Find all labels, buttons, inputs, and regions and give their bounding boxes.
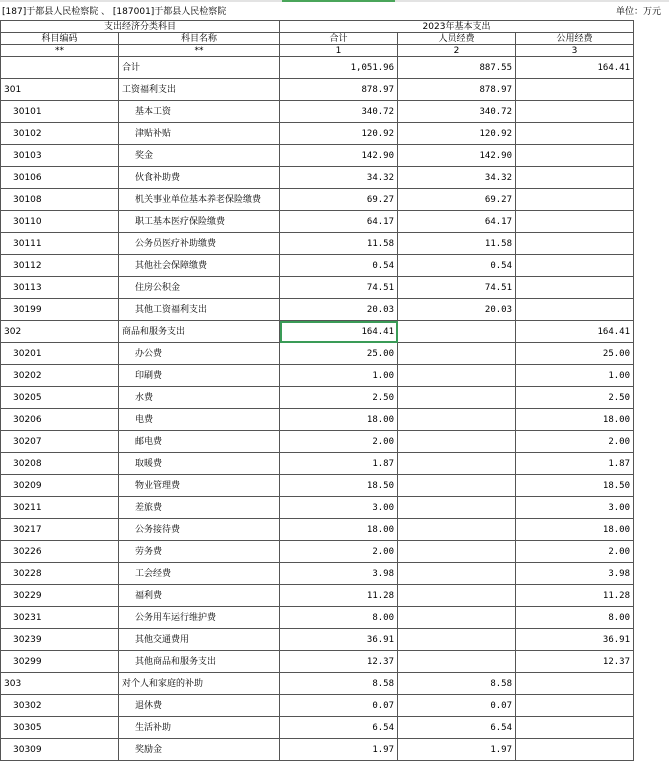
- name-cell[interactable]: 基本工资: [119, 101, 280, 123]
- name-cell[interactable]: 住房公积金: [119, 277, 280, 299]
- personnel-cell[interactable]: [398, 453, 516, 475]
- public-cell[interactable]: 1.00: [516, 365, 634, 387]
- code-cell[interactable]: 30209: [1, 475, 119, 497]
- total-cell[interactable]: 3.00: [280, 497, 398, 519]
- total-cell[interactable]: 2.00: [280, 541, 398, 563]
- personnel-cell[interactable]: 34.32: [398, 167, 516, 189]
- table-row: [1, 167, 634, 189]
- header-row-columns: [1, 33, 634, 45]
- name-cell[interactable]: 其他社会保障缴费: [119, 255, 280, 277]
- code-cell[interactable]: 30201: [1, 343, 119, 365]
- code-cell[interactable]: [1, 57, 119, 79]
- personnel-cell[interactable]: 120.92: [398, 123, 516, 145]
- total-cell[interactable]: 1.00: [280, 365, 398, 387]
- public-cell[interactable]: 18.00: [516, 409, 634, 431]
- code-cell[interactable]: 30106: [1, 167, 119, 189]
- name-cell[interactable]: 其他商品和服务支出: [119, 651, 280, 673]
- public-cell[interactable]: [516, 123, 634, 145]
- total-cell[interactable]: 12.37: [280, 651, 398, 673]
- name-cell[interactable]: 其他工资福利支出: [119, 299, 280, 321]
- code-cell[interactable]: 30101: [1, 101, 119, 123]
- index-cell-personnel[interactable]: 2: [398, 45, 516, 57]
- code-cell[interactable]: 30110: [1, 211, 119, 233]
- public-cell[interactable]: [516, 101, 634, 123]
- total-cell[interactable]: 1.87: [280, 453, 398, 475]
- table-row: [1, 651, 634, 673]
- table-row: [1, 629, 634, 651]
- table-row: [1, 365, 634, 387]
- code-cell[interactable]: 30228: [1, 563, 119, 585]
- total-cell[interactable]: 3.98: [280, 563, 398, 585]
- personnel-cell[interactable]: 0.07: [398, 695, 516, 717]
- personnel-cell[interactable]: 6.54: [398, 717, 516, 739]
- public-cell[interactable]: 8.00: [516, 607, 634, 629]
- column-header-name[interactable]: 科目名称: [119, 33, 280, 45]
- total-cell[interactable]: 120.92: [280, 123, 398, 145]
- personnel-cell[interactable]: 11.58: [398, 233, 516, 255]
- table-row: [1, 519, 634, 541]
- personnel-cell[interactable]: 887.55: [398, 57, 516, 79]
- total-cell[interactable]: 18.50: [280, 475, 398, 497]
- code-cell[interactable]: 301: [1, 79, 119, 101]
- budget-table: [0, 20, 634, 761]
- total-cell[interactable]: 8.58: [280, 673, 398, 695]
- total-cell[interactable]: 11.58: [280, 233, 398, 255]
- table-row: [1, 453, 634, 475]
- total-cell[interactable]: 74.51: [280, 277, 398, 299]
- table-row: [1, 563, 634, 585]
- code-cell[interactable]: 30199: [1, 299, 119, 321]
- code-cell[interactable]: 302: [1, 321, 119, 343]
- total-cell[interactable]: 0.54: [280, 255, 398, 277]
- personnel-cell[interactable]: 142.90: [398, 145, 516, 167]
- group-header-year[interactable]: 2023年基本支出: [280, 21, 634, 33]
- public-cell[interactable]: [516, 739, 634, 761]
- personnel-cell[interactable]: [398, 497, 516, 519]
- name-cell[interactable]: 取暖费: [119, 453, 280, 475]
- personnel-cell[interactable]: [398, 475, 516, 497]
- name-cell[interactable]: 物业管理费: [119, 475, 280, 497]
- public-cell[interactable]: [516, 299, 634, 321]
- name-cell[interactable]: 机关事业单位基本养老保险缴费: [119, 189, 280, 211]
- column-header-public[interactable]: 公用经费: [516, 33, 634, 45]
- personnel-cell[interactable]: [398, 541, 516, 563]
- name-cell[interactable]: 对个人和家庭的补助: [119, 673, 280, 695]
- public-cell[interactable]: 2.00: [516, 431, 634, 453]
- total-cell[interactable]: 69.27: [280, 189, 398, 211]
- code-cell[interactable]: 30309: [1, 739, 119, 761]
- name-cell[interactable]: 电费: [119, 409, 280, 431]
- personnel-cell[interactable]: 74.51: [398, 277, 516, 299]
- table-row: [1, 475, 634, 497]
- personnel-cell[interactable]: 340.72: [398, 101, 516, 123]
- public-cell[interactable]: 3.98: [516, 563, 634, 585]
- code-cell[interactable]: 30207: [1, 431, 119, 453]
- personnel-cell[interactable]: [398, 585, 516, 607]
- personnel-cell[interactable]: [398, 651, 516, 673]
- index-cell-name[interactable]: **: [119, 45, 280, 57]
- header-row-index: [1, 45, 634, 57]
- code-cell[interactable]: 30305: [1, 717, 119, 739]
- code-cell[interactable]: 30211: [1, 497, 119, 519]
- name-cell[interactable]: 工会经费: [119, 563, 280, 585]
- public-cell[interactable]: 18.50: [516, 475, 634, 497]
- table-row: [1, 145, 634, 167]
- total-cell[interactable]: 340.72: [280, 101, 398, 123]
- table-row: [1, 321, 634, 343]
- total-cell[interactable]: 2.50: [280, 387, 398, 409]
- public-cell[interactable]: [516, 277, 634, 299]
- table-row: [1, 79, 634, 101]
- unit-label: 单位：万元: [615, 7, 661, 17]
- personnel-cell[interactable]: [398, 431, 516, 453]
- code-cell[interactable]: 30299: [1, 651, 119, 673]
- code-cell[interactable]: 30217: [1, 519, 119, 541]
- code-cell[interactable]: 30231: [1, 607, 119, 629]
- personnel-cell[interactable]: [398, 387, 516, 409]
- public-cell[interactable]: [516, 255, 634, 277]
- public-cell[interactable]: [516, 79, 634, 101]
- public-cell[interactable]: 36.91: [516, 629, 634, 651]
- total-cell[interactable]: 8.00: [280, 607, 398, 629]
- name-cell[interactable]: 职工基本医疗保险缴费: [119, 211, 280, 233]
- public-cell[interactable]: 1.87: [516, 453, 634, 475]
- code-cell[interactable]: 303: [1, 673, 119, 695]
- public-cell[interactable]: [516, 167, 634, 189]
- name-cell[interactable]: 退休费: [119, 695, 280, 717]
- index-cell-code[interactable]: **: [1, 45, 119, 57]
- table-row: [1, 387, 634, 409]
- total-cell[interactable]: 36.91: [280, 629, 398, 651]
- code-cell[interactable]: 30102: [1, 123, 119, 145]
- name-cell[interactable]: 水费: [119, 387, 280, 409]
- public-cell[interactable]: [516, 233, 634, 255]
- table-row: [1, 189, 634, 211]
- public-cell[interactable]: [516, 189, 634, 211]
- code-cell[interactable]: 30113: [1, 277, 119, 299]
- public-cell[interactable]: 11.28: [516, 585, 634, 607]
- total-cell[interactable]: 6.54: [280, 717, 398, 739]
- code-cell[interactable]: 30111: [1, 233, 119, 255]
- personnel-cell[interactable]: 64.17: [398, 211, 516, 233]
- public-cell[interactable]: 25.00: [516, 343, 634, 365]
- name-cell[interactable]: 办公费: [119, 343, 280, 365]
- column-header-total[interactable]: 合计: [280, 33, 398, 45]
- total-cell[interactable]: 64.17: [280, 211, 398, 233]
- column-header-personnel[interactable]: 人员经费: [398, 33, 516, 45]
- total-cell[interactable]: 34.32: [280, 167, 398, 189]
- table-row: [1, 541, 634, 563]
- name-cell[interactable]: 劳务费: [119, 541, 280, 563]
- table-row: [1, 409, 634, 431]
- table-row: [1, 739, 634, 761]
- code-cell[interactable]: 30239: [1, 629, 119, 651]
- personnel-cell[interactable]: [398, 629, 516, 651]
- name-cell[interactable]: 福利费: [119, 585, 280, 607]
- column-header-code[interactable]: 科目编码: [1, 33, 119, 45]
- personnel-cell[interactable]: [398, 607, 516, 629]
- name-cell[interactable]: 工资福利支出: [119, 79, 280, 101]
- total-cell[interactable]: 164.41: [280, 321, 398, 343]
- name-cell[interactable]: 邮电费: [119, 431, 280, 453]
- table-row: [1, 233, 634, 255]
- table-row: [1, 497, 634, 519]
- public-cell[interactable]: 18.00: [516, 519, 634, 541]
- table-row: [1, 431, 634, 453]
- personnel-cell[interactable]: [398, 365, 516, 387]
- code-cell[interactable]: 30205: [1, 387, 119, 409]
- code-cell[interactable]: 30103: [1, 145, 119, 167]
- table-row: [1, 101, 634, 123]
- personnel-cell[interactable]: 878.97: [398, 79, 516, 101]
- total-cell[interactable]: 18.00: [280, 519, 398, 541]
- code-cell[interactable]: 30208: [1, 453, 119, 475]
- public-cell[interactable]: 164.41: [516, 57, 634, 79]
- name-cell[interactable]: 公务用车运行维护费: [119, 607, 280, 629]
- public-cell[interactable]: [516, 211, 634, 233]
- table-row: [1, 673, 634, 695]
- public-cell[interactable]: [516, 695, 634, 717]
- name-cell[interactable]: 差旅费: [119, 497, 280, 519]
- table-row: [1, 299, 634, 321]
- name-cell[interactable]: 奖励金: [119, 739, 280, 761]
- personnel-cell[interactable]: 0.54: [398, 255, 516, 277]
- name-cell[interactable]: 津贴补贴: [119, 123, 280, 145]
- personnel-cell[interactable]: [398, 563, 516, 585]
- table-row: [1, 277, 634, 299]
- table-row: [1, 343, 634, 365]
- public-cell[interactable]: [516, 673, 634, 695]
- public-cell[interactable]: 164.41: [516, 321, 634, 343]
- selected-column-indicator: [282, 0, 395, 2]
- index-cell-public[interactable]: 3: [516, 45, 634, 57]
- header-row-group: [1, 21, 634, 33]
- table-row: [1, 255, 634, 277]
- total-cell[interactable]: 20.03: [280, 299, 398, 321]
- code-cell[interactable]: 30302: [1, 695, 119, 717]
- code-cell[interactable]: 30229: [1, 585, 119, 607]
- total-cell[interactable]: 1.97: [280, 739, 398, 761]
- table-row: [1, 585, 634, 607]
- table-row: [1, 123, 634, 145]
- total-cell[interactable]: 25.00: [280, 343, 398, 365]
- total-cell[interactable]: 878.97: [280, 79, 398, 101]
- public-cell[interactable]: 2.00: [516, 541, 634, 563]
- table-row: [1, 717, 634, 739]
- index-cell-total[interactable]: 1: [280, 45, 398, 57]
- public-cell[interactable]: [516, 145, 634, 167]
- total-cell[interactable]: 18.00: [280, 409, 398, 431]
- name-cell[interactable]: 商品和服务支出: [119, 321, 280, 343]
- name-cell[interactable]: 其他交通费用: [119, 629, 280, 651]
- name-cell[interactable]: 公务员医疗补助缴费: [119, 233, 280, 255]
- personnel-cell[interactable]: [398, 343, 516, 365]
- name-cell[interactable]: 公务接待费: [119, 519, 280, 541]
- group-header-classification[interactable]: 支出经济分类科目: [1, 21, 280, 33]
- personnel-cell[interactable]: 8.58: [398, 673, 516, 695]
- personnel-cell[interactable]: [398, 321, 516, 343]
- total-cell[interactable]: 2.00: [280, 431, 398, 453]
- personnel-cell[interactable]: [398, 409, 516, 431]
- total-cell[interactable]: 1,051.96: [280, 57, 398, 79]
- personnel-cell[interactable]: 69.27: [398, 189, 516, 211]
- total-cell[interactable]: 0.07: [280, 695, 398, 717]
- public-cell[interactable]: [516, 717, 634, 739]
- code-cell[interactable]: 30206: [1, 409, 119, 431]
- code-cell[interactable]: 30112: [1, 255, 119, 277]
- total-cell[interactable]: 142.90: [280, 145, 398, 167]
- report-title: [187]于都县人民检察院 、 [187001]于都县人民检察院: [2, 7, 227, 17]
- public-cell[interactable]: 12.37: [516, 651, 634, 673]
- personnel-cell[interactable]: 1.97: [398, 739, 516, 761]
- table-row: [1, 607, 634, 629]
- name-cell[interactable]: 印刷费: [119, 365, 280, 387]
- public-cell[interactable]: 2.50: [516, 387, 634, 409]
- name-cell[interactable]: 合计: [119, 57, 280, 79]
- name-cell[interactable]: 奖金: [119, 145, 280, 167]
- code-cell[interactable]: 30108: [1, 189, 119, 211]
- table-row: [1, 57, 634, 79]
- table-row: [1, 211, 634, 233]
- name-cell[interactable]: 伙食补助费: [119, 167, 280, 189]
- personnel-cell[interactable]: [398, 519, 516, 541]
- personnel-cell[interactable]: 20.03: [398, 299, 516, 321]
- public-cell[interactable]: 3.00: [516, 497, 634, 519]
- table-row: [1, 695, 634, 717]
- code-cell[interactable]: 30202: [1, 365, 119, 387]
- name-cell[interactable]: 生活补助: [119, 717, 280, 739]
- total-cell[interactable]: 11.28: [280, 585, 398, 607]
- code-cell[interactable]: 30226: [1, 541, 119, 563]
